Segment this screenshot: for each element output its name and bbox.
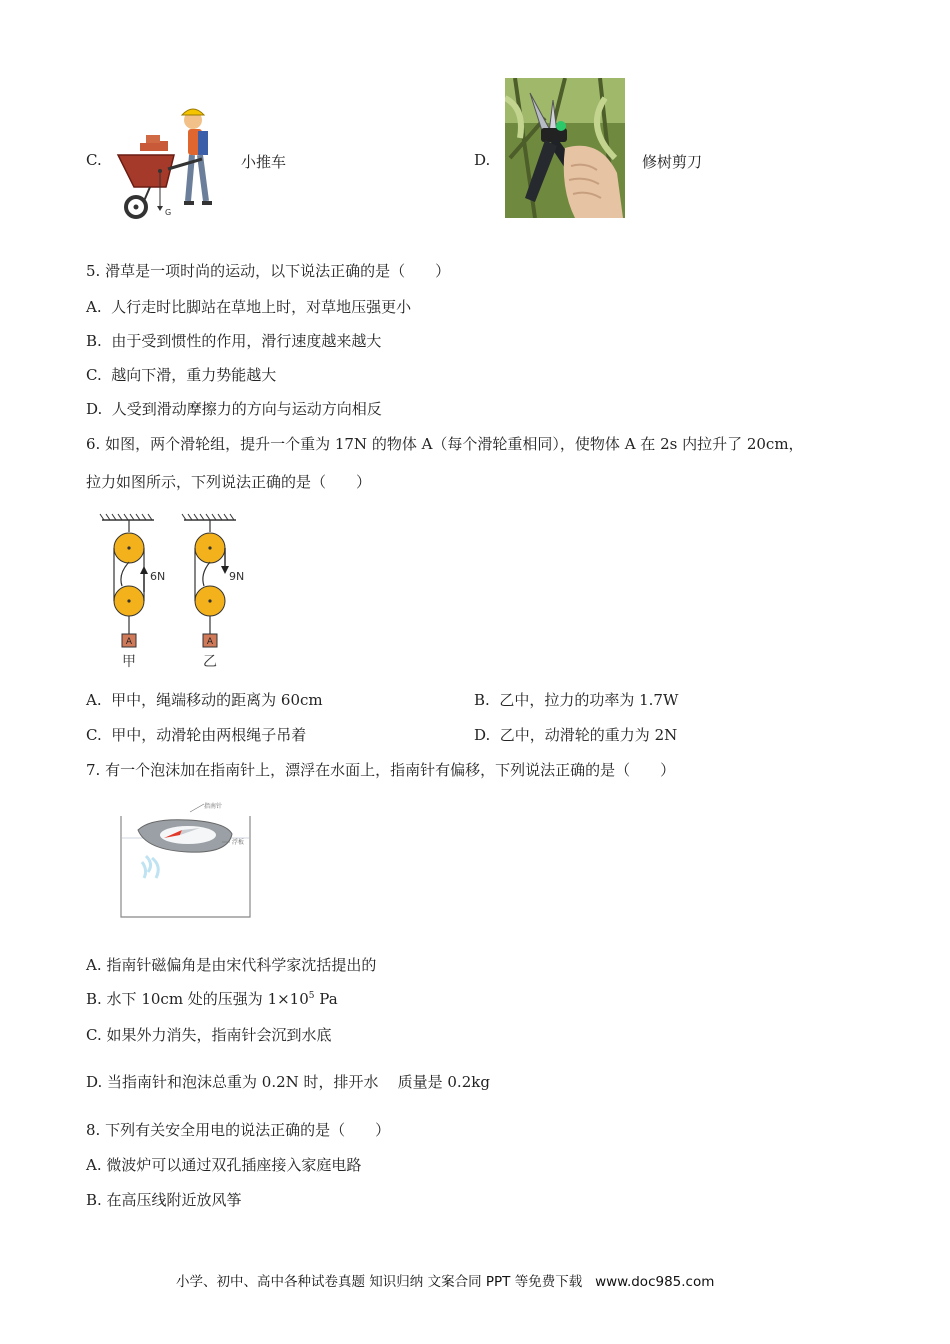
option-d-letter: D. (474, 151, 491, 169)
q7-option-d: D. 当指南针和泡沫总重为 0.2N 时，排开水 质量是 0.2kg (86, 1073, 490, 1091)
pruning-shears-image (505, 78, 625, 218)
wheelbarrow-image (110, 103, 235, 221)
right-block-label: A (206, 637, 214, 647)
q8-option-b: B. 在高压线附近放风筝 (86, 1191, 242, 1209)
q6-option-c: C. 甲中，动滑轮由两根绳子吊着 (86, 726, 307, 744)
q7-option-a: A. 指南针磁偏角是由宋代科学家沈括提出的 (86, 956, 377, 974)
question-5-stem: 5. 滑草是一项时尚的运动，以下说法正确的是（ ） (86, 262, 451, 280)
left-caption: 甲 (122, 654, 136, 670)
q8-option-a: A. 微波炉可以通过双孔插座接入家庭电路 (86, 1156, 362, 1174)
q7-option-c: C. 如果外力消失，指南针会沉到水底 (86, 1026, 332, 1044)
q6-option-b: B. 乙中，拉力的功率为 1.7W (474, 691, 679, 709)
right-force-label: 9N (229, 570, 245, 583)
q6-option-d: D. 乙中，动滑轮的重力为 2N (474, 726, 678, 744)
question-8-stem: 8. 下列有关安全用电的说法正确的是（ ） (86, 1121, 391, 1139)
floating-compass-figure (118, 798, 268, 920)
q5-option-b: B. 由于受到惯性的作用，滑行速度越来越大 (86, 332, 382, 350)
question-7-stem: 7. 有一个泡沫加在指南针上，漂浮在水面上，指南针有偏移，下列说法正确的是（ ） (86, 761, 676, 779)
foam-label: 浮板 (232, 839, 245, 846)
q5-option-a: A. 人行走时比脚站在草地上时，对草地压强更小 (86, 298, 412, 316)
needle-label: 指南针 (204, 803, 223, 810)
pulley-systems-figure (96, 512, 256, 672)
left-force-label: 6N (150, 570, 166, 583)
option-d-label: 修树剪刀 (642, 153, 703, 171)
q5-option-d: D. 人受到滑动摩擦力的方向与运动方向相反 (86, 400, 382, 418)
option-c-letter: C. (86, 151, 102, 169)
gravity-label: G (165, 208, 172, 217)
left-block-label: A (125, 637, 133, 647)
q5-option-c: C. 越向下滑，重力势能越大 (86, 366, 277, 384)
q7-option-b: B. 水下 10cm 处的压强为 $1\times 10^5$ Pa (86, 990, 338, 1008)
right-caption: 乙 (203, 654, 217, 670)
question-6-stem-line2: 拉力如图所示，下列说法正确的是（ ） (86, 473, 372, 491)
q6-option-a: A. 甲中，绳端移动的距离为 60cm (86, 691, 323, 709)
footer-text: 小学、初中、高中各种试卷真题 知识归纳 文案合同 PPT 等免费下载 www.doc985.com (176, 1274, 715, 1290)
question-6-stem-line1: 6. 如图，两个滑轮组，提升一个重为 17N 的物体 A（每个滑轮重相同），使物体 A 在 2s 内拉升了 20cm， (86, 435, 804, 453)
option-c-label: 小推车 (241, 153, 287, 171)
